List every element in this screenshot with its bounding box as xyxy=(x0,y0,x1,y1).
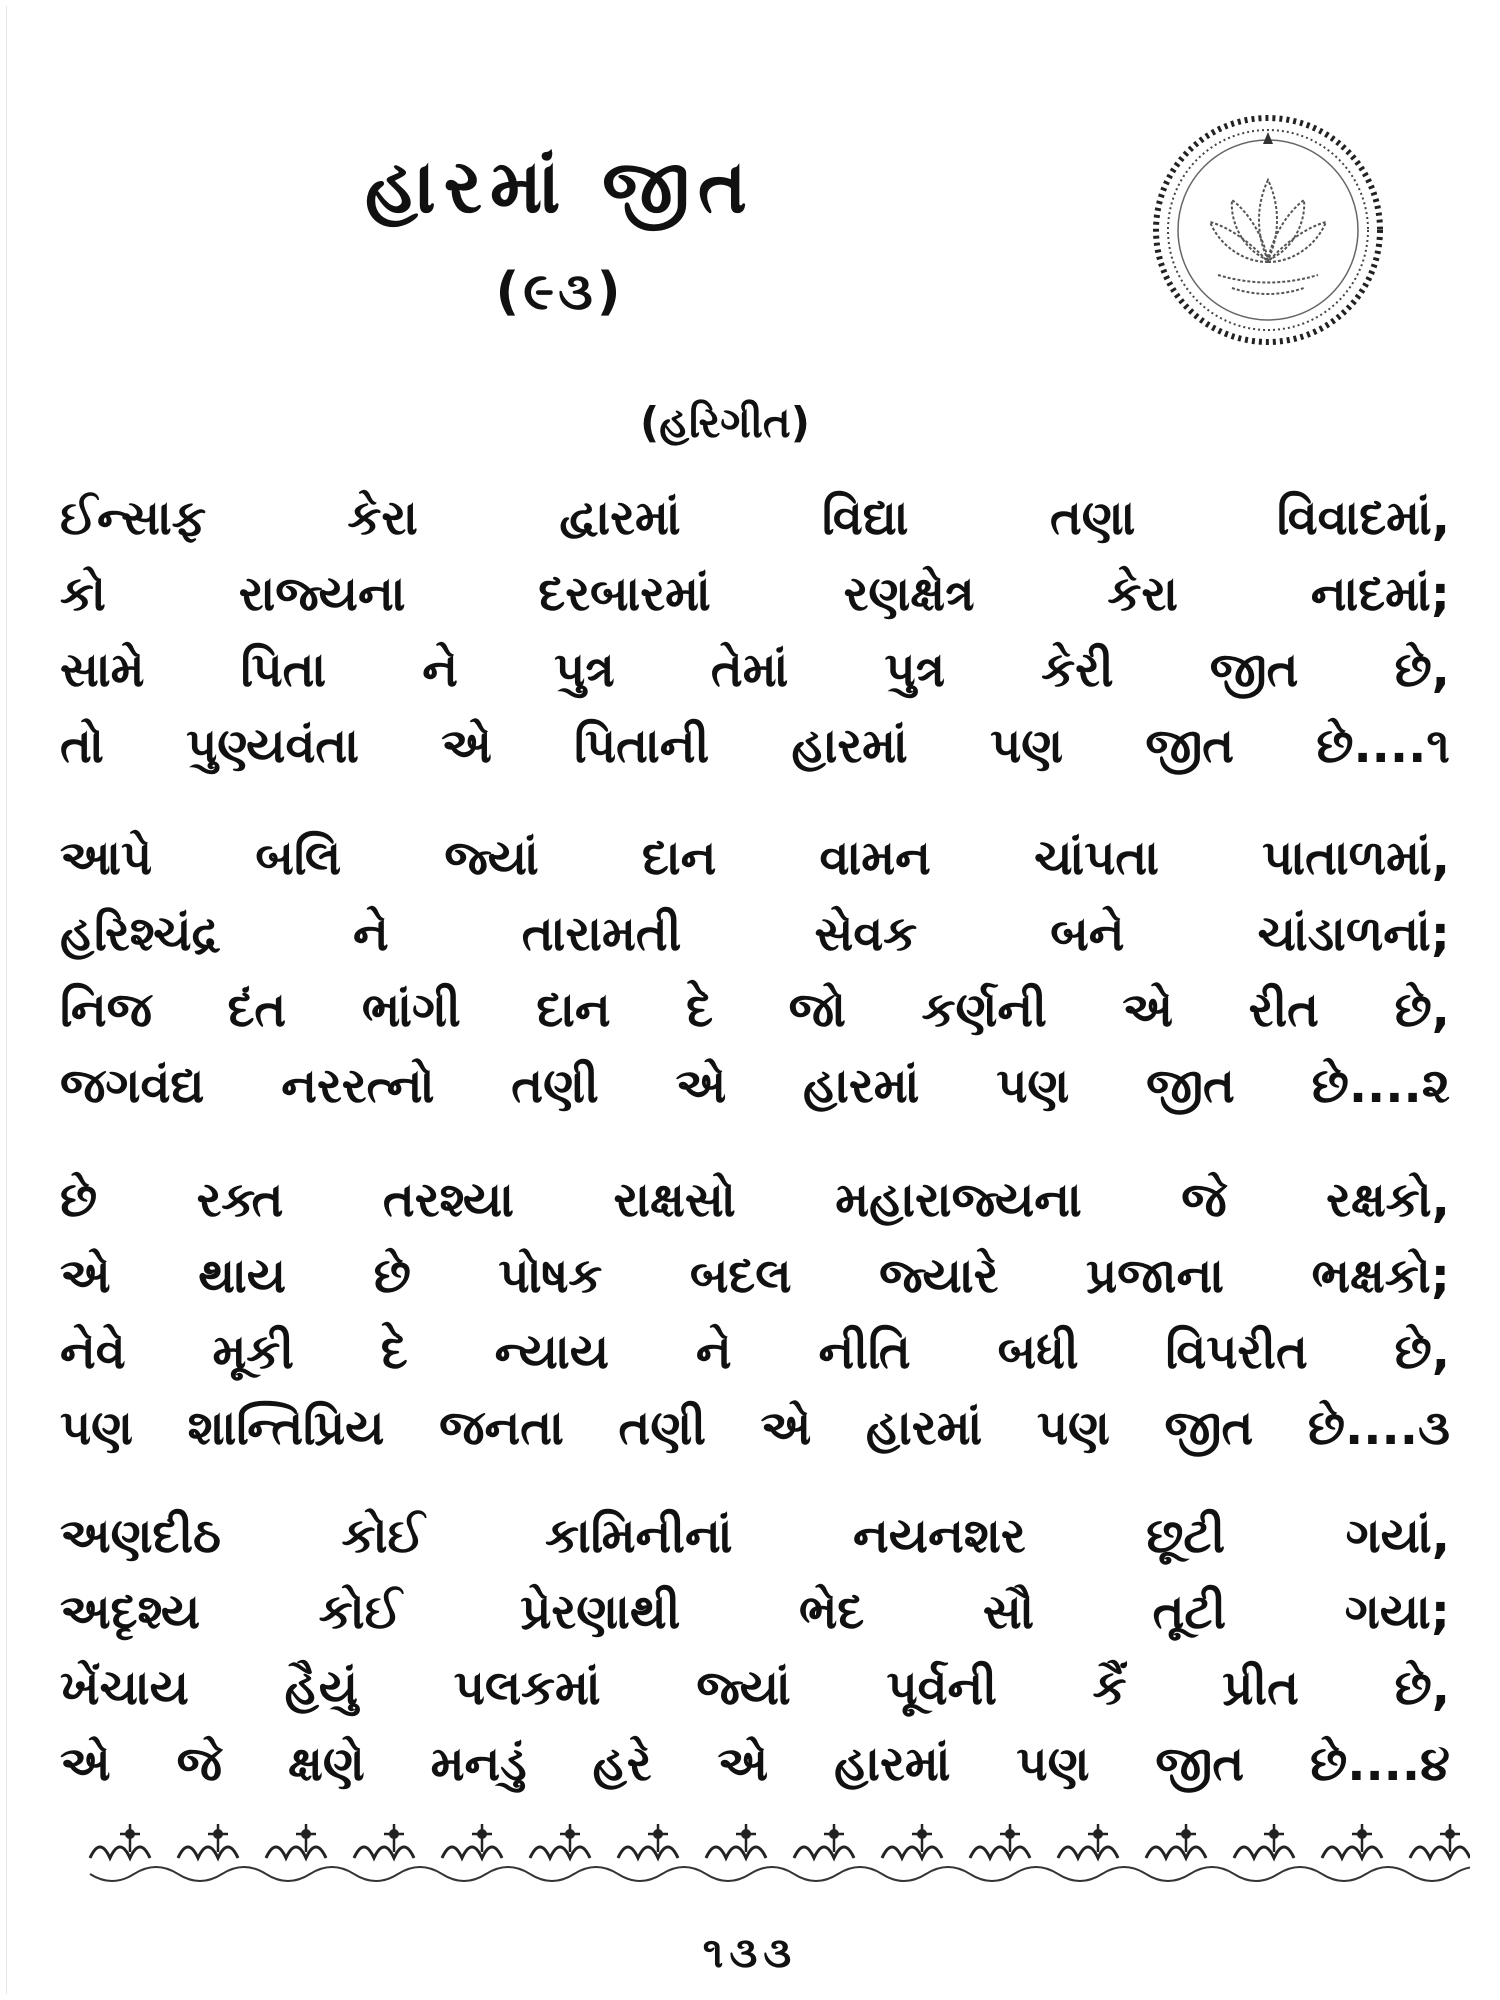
poem-word: પણ xyxy=(60,1400,134,1456)
poem-word: પલકમાં xyxy=(453,1660,601,1716)
poem-word: છે....૪ xyxy=(1310,1736,1450,1792)
page-number: ૧૩૩ xyxy=(702,1928,798,1977)
poem-word: છે, xyxy=(1394,982,1450,1038)
divider-motif xyxy=(882,1824,970,1881)
poem-line xyxy=(60,1584,1450,1660)
poem-word: પિતા xyxy=(240,642,327,698)
page-title: હારમાં જીત xyxy=(365,144,755,230)
stanza-3 xyxy=(60,1172,1450,1476)
poem-word: છે....૧ xyxy=(1316,718,1450,774)
poem-word: એ xyxy=(441,718,492,774)
stanza-1 xyxy=(60,490,1450,794)
poem-word: પ્રેરણાથી xyxy=(520,1584,681,1640)
lotus-emblem-icon xyxy=(1148,110,1388,350)
poem-word: જે xyxy=(1181,1172,1227,1228)
poem-word: એ xyxy=(60,1248,111,1304)
poem-word: હૈયું xyxy=(284,1660,359,1716)
divider-motif xyxy=(1234,1824,1322,1881)
divider-motif xyxy=(442,1824,530,1881)
poem-word: છે....૩ xyxy=(1307,1400,1450,1456)
poem-word: છે xyxy=(373,1248,411,1304)
poem-line xyxy=(60,830,1450,906)
poem-word: રાજ્યના xyxy=(238,566,406,622)
poem-line xyxy=(60,642,1450,718)
poem-word: પ્રજાના xyxy=(1086,1248,1225,1304)
poem-word: તેમાં xyxy=(710,642,789,698)
poem-line xyxy=(60,1172,1450,1248)
poem-word: તારામતી xyxy=(521,906,682,962)
poem-word: તણી xyxy=(511,1058,599,1114)
divider-motif xyxy=(178,1824,266,1881)
poem-word: હારમાં xyxy=(803,1058,920,1114)
poem-word: ગયા; xyxy=(1344,1584,1450,1640)
poem-word: છે....૨ xyxy=(1311,1058,1450,1114)
poem-word: વામન xyxy=(819,830,931,886)
poem-word: નયનશર xyxy=(853,1508,1026,1564)
poem-word: પણ xyxy=(996,1058,1070,1114)
poem-line xyxy=(60,1508,1450,1584)
poem-word: જે xyxy=(176,1736,223,1792)
poem-word: પણ xyxy=(990,718,1064,774)
poem-word: તરશ્યા xyxy=(382,1172,514,1228)
poem-word: ને xyxy=(352,906,389,962)
divider-motif xyxy=(90,1824,178,1881)
divider-motif xyxy=(1410,1824,1470,1881)
poem-word: ભક્ષકો; xyxy=(1311,1248,1450,1304)
poem-word: જીત xyxy=(1155,1736,1245,1792)
poem-word: નિજ xyxy=(60,982,153,1038)
poem-word: કેરી xyxy=(1041,642,1114,698)
poem-word: કર્ણની xyxy=(921,982,1047,1038)
poem-word: જીત xyxy=(1146,1058,1235,1114)
poem-word: એ xyxy=(717,1736,769,1792)
poem-line xyxy=(60,1324,1450,1400)
poem-word: ને xyxy=(422,642,459,698)
poem-word: છૂટી xyxy=(1146,1508,1226,1564)
divider-motif xyxy=(970,1824,1058,1881)
divider-motif xyxy=(266,1824,354,1881)
poem-word: ખેંચાય xyxy=(60,1660,189,1716)
poem-word: સૌ xyxy=(982,1584,1035,1640)
poem-word: જીત xyxy=(1164,1400,1254,1456)
poem-word: જીત xyxy=(1145,718,1235,774)
poem-word: દાન xyxy=(641,830,717,886)
poem-word: દરબારમાં xyxy=(538,566,711,622)
poem-word: દે xyxy=(380,1324,408,1380)
poem-word: પુણ્યવંતા xyxy=(186,718,359,774)
poem-word: એ xyxy=(1122,982,1174,1038)
poem-word: વિવાદમાં, xyxy=(1276,490,1450,546)
poem-line xyxy=(60,490,1450,566)
poem-word: પૂર્વની xyxy=(886,1660,998,1716)
poem-word: તણા xyxy=(1049,490,1136,546)
poem-word: રક્ત xyxy=(196,1172,284,1228)
poem-word: હરિશ્ચંદ્ર xyxy=(60,906,220,962)
poem-word: દંત xyxy=(227,982,287,1038)
poem-word: પુત્ર xyxy=(884,642,946,698)
ornamental-divider xyxy=(70,1820,1470,1890)
poem-word: દે xyxy=(686,982,714,1038)
poem-word: પુત્ર xyxy=(554,642,615,698)
poem-word: છે, xyxy=(1394,642,1450,698)
poem-word: હારમાં xyxy=(834,1736,951,1792)
poem-word: મૂકી xyxy=(212,1324,295,1380)
poem-word: શાન્તિપ્રિય xyxy=(187,1400,385,1456)
poem-word: વિદ્યા xyxy=(822,490,909,546)
poem-word: નીતિ xyxy=(818,1324,911,1380)
poem-line xyxy=(60,1248,1450,1324)
poem-word: ચાંપતા xyxy=(1034,830,1159,886)
divider-motif xyxy=(1146,1824,1234,1881)
poem-number: (૯૩) xyxy=(495,262,625,322)
poem-word: ક્ષણે xyxy=(287,1736,365,1792)
poem-line xyxy=(60,1058,1450,1134)
poem-word: આપે xyxy=(60,830,153,886)
poem-word: પણ xyxy=(1036,1400,1110,1456)
poem-word: દાન xyxy=(536,982,611,1038)
poem-word: કો xyxy=(60,566,106,622)
poem-word: છે, xyxy=(1394,1324,1450,1380)
poem-word: કોઈ xyxy=(318,1584,402,1640)
divider-motif xyxy=(1322,1824,1410,1881)
poem-line xyxy=(60,566,1450,642)
poem-word: જ્યાં xyxy=(444,830,539,886)
poem-word: હારમાં xyxy=(865,1400,983,1456)
divider-motif xyxy=(1058,1824,1146,1881)
poem-word: બલિ xyxy=(255,830,342,886)
poem-word: તૂટી xyxy=(1152,1584,1227,1640)
poem-word: છે, xyxy=(1394,1660,1450,1716)
poem-word: અદૃશ્ય xyxy=(60,1584,201,1640)
poem-word: દ્વારમાં xyxy=(559,490,681,546)
poem-word: મહારાજ્યના xyxy=(835,1172,1082,1228)
poem-word: રણક્ષેત્ર xyxy=(843,566,975,622)
poem-word: પાતાળમાં, xyxy=(1262,830,1450,886)
poem-word: વિપરીત xyxy=(1165,1324,1308,1380)
poem-word: ભાંગી xyxy=(361,982,461,1038)
stanza-2 xyxy=(60,830,1450,1134)
poem-word: હારમાં xyxy=(791,718,908,774)
poem-word: સામે xyxy=(60,642,145,698)
poem-word: એ xyxy=(760,1400,812,1456)
poem-word: કેરા xyxy=(1107,566,1178,622)
poem-word: છે xyxy=(60,1172,98,1228)
divider-motif xyxy=(354,1824,442,1881)
poem-word: નાદમાં; xyxy=(1310,566,1450,622)
poem-word: બધી xyxy=(997,1324,1079,1380)
poem-word: જ્યાં xyxy=(696,1660,791,1716)
poem-word: કોઈ xyxy=(341,1508,425,1564)
poem-word: ઈન્સાફ xyxy=(60,490,207,546)
poem-word: સેવક xyxy=(814,906,918,962)
poem-word: પિતાની xyxy=(574,718,710,774)
divider-motif xyxy=(794,1824,882,1881)
poem-word: ચાંડાળનાં; xyxy=(1257,906,1450,962)
divider-motif xyxy=(618,1824,706,1881)
poem-word: થાય xyxy=(198,1248,287,1304)
poem-word: કામિનીનાં xyxy=(545,1508,733,1564)
poem-word: નેવે xyxy=(60,1324,126,1380)
poem-word: એ xyxy=(60,1736,111,1792)
poem-word: જો xyxy=(788,982,847,1038)
poem-word: રક્ષકો, xyxy=(1326,1172,1450,1228)
poem-word: નરરત્નો xyxy=(281,1058,435,1114)
poem-word: ન્યાય xyxy=(494,1324,610,1380)
poem-word: બદલ xyxy=(689,1248,792,1304)
poem-word: રાક્ષસો xyxy=(613,1172,736,1228)
divider-motif xyxy=(706,1824,794,1881)
poem-line xyxy=(60,1660,1450,1736)
poem-word: જીત xyxy=(1209,642,1299,698)
poem-word: એ xyxy=(675,1058,727,1114)
poem-word: જ્યારે xyxy=(879,1248,999,1304)
poem-word: ભેદ xyxy=(799,1584,865,1640)
poem-word: તો xyxy=(60,718,104,774)
poem-line xyxy=(60,718,1450,794)
poem-word: તણી xyxy=(618,1400,706,1456)
poem-line xyxy=(60,1400,1450,1476)
poem-word: અણદીઠ xyxy=(60,1508,221,1564)
poem-line xyxy=(60,1736,1450,1812)
poem-word: જનતા xyxy=(439,1400,564,1456)
poem-line xyxy=(60,982,1450,1058)
poem-word: રીત xyxy=(1248,982,1319,1038)
poem-word: બને xyxy=(1050,906,1125,962)
poem-word: પણ xyxy=(1016,1736,1090,1792)
poem-word: પોષક xyxy=(498,1248,603,1304)
poem-word: મનડું xyxy=(430,1736,527,1792)
poem-line xyxy=(60,906,1450,982)
poem-word: ગયાં, xyxy=(1345,1508,1450,1564)
divider-motif xyxy=(530,1824,618,1881)
poem-word: કૈં xyxy=(1092,1660,1127,1716)
poem-word: હરે xyxy=(592,1736,652,1792)
poem-word: જગવંદ્ય xyxy=(60,1058,205,1114)
meter-label: (હરિગીત) xyxy=(640,398,810,447)
poem-word: ને xyxy=(695,1324,732,1380)
poem-word: કેરા xyxy=(347,490,418,546)
poem-word: પ્રીત xyxy=(1222,1660,1299,1716)
stanza-4 xyxy=(60,1508,1450,1812)
